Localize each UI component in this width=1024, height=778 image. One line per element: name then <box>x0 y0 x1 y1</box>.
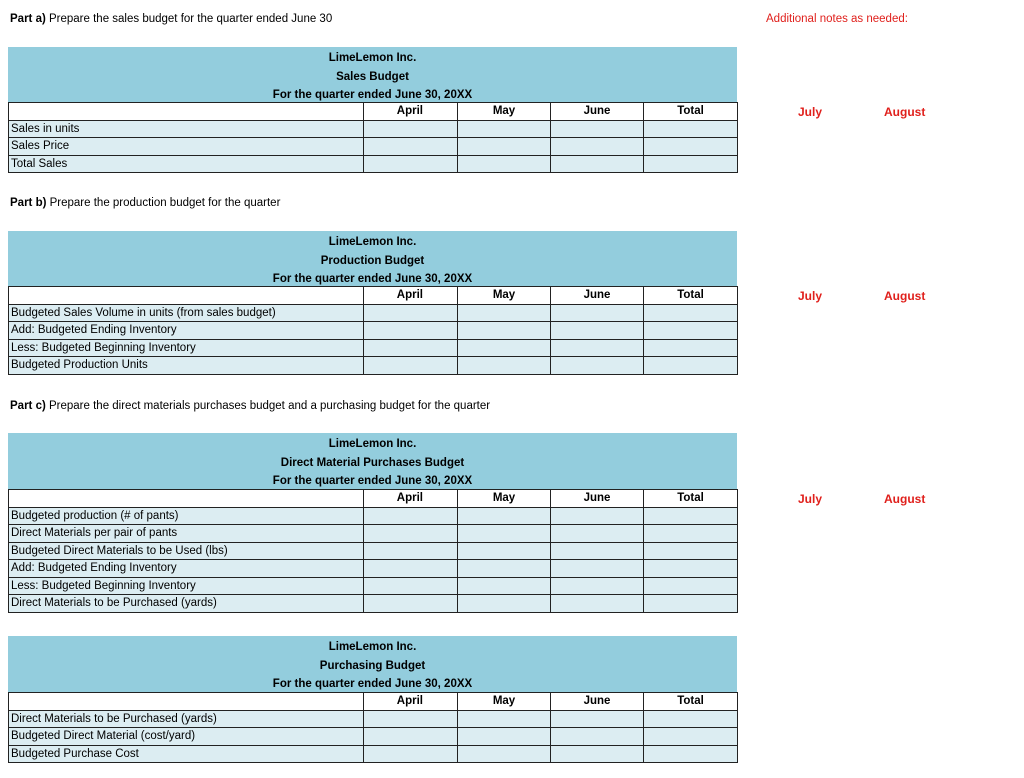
cell-may[interactable] <box>458 138 551 156</box>
cell-total[interactable] <box>644 577 738 595</box>
row-label: Budgeted Direct Material (cost/yard) <box>9 728 364 746</box>
column-header-row <box>9 693 738 711</box>
col-may: May <box>458 693 551 711</box>
cell-april[interactable] <box>364 322 458 340</box>
col-april: April <box>364 103 458 121</box>
cell-total[interactable] <box>644 525 738 543</box>
blank-header-cell <box>9 490 364 508</box>
cell-total[interactable] <box>644 745 738 763</box>
cell-april[interactable] <box>364 577 458 595</box>
side-july: July <box>798 492 823 506</box>
part-c-heading <box>10 400 490 412</box>
part-a-text: Prepare the sales budget for the quarter ended June 30 <box>45 13 333 25</box>
dm-purchases-budget-header <box>8 433 737 489</box>
row-label: Budgeted Direct Materials to be Used (lbs) <box>9 542 364 560</box>
part-a-heading <box>10 13 332 25</box>
table-row <box>9 304 738 322</box>
cell-may[interactable] <box>458 120 551 138</box>
blank-header-cell <box>9 103 364 121</box>
col-june: June <box>551 103 644 121</box>
table-row <box>9 542 738 560</box>
col-june: June <box>551 287 644 305</box>
cell-total[interactable] <box>644 560 738 578</box>
col-may: May <box>458 103 551 121</box>
cell-total[interactable] <box>644 138 738 156</box>
table-row <box>9 322 738 340</box>
column-header-row <box>9 287 738 305</box>
col-june: June <box>551 693 644 711</box>
cell-april[interactable] <box>364 560 458 578</box>
cell-april[interactable] <box>364 507 458 525</box>
table-row <box>9 507 738 525</box>
table-row <box>9 339 738 357</box>
row-label: Budgeted production (# of pants) <box>9 507 364 525</box>
cell-may[interactable] <box>458 357 551 375</box>
cell-april[interactable] <box>364 304 458 322</box>
col-june: June <box>551 490 644 508</box>
table-row <box>9 745 738 763</box>
cell-april[interactable] <box>364 710 458 728</box>
cell-may[interactable] <box>458 507 551 525</box>
cell-april[interactable] <box>364 138 458 156</box>
blank-header-cell <box>9 693 364 711</box>
cell-may[interactable] <box>458 304 551 322</box>
part-b-prefix: Part b) <box>10 197 47 209</box>
cell-may[interactable] <box>458 577 551 595</box>
cell-april[interactable] <box>364 120 458 138</box>
dm-purchases-budget-period: For the quarter ended June 30, 20XX <box>272 475 473 487</box>
col-total: Total <box>644 287 738 305</box>
col-april: April <box>364 490 458 508</box>
row-label: Less: Budgeted Beginning Inventory <box>9 577 364 595</box>
cell-june[interactable] <box>551 710 644 728</box>
cell-june[interactable] <box>551 120 644 138</box>
cell-june[interactable] <box>551 542 644 560</box>
row-label: Budgeted Purchase Cost <box>9 745 364 763</box>
side-august: August <box>884 105 926 119</box>
table-row <box>9 595 738 613</box>
cell-total[interactable] <box>644 542 738 560</box>
cell-april[interactable] <box>364 728 458 746</box>
cell-june[interactable] <box>551 560 644 578</box>
part-a-prefix: Part a) <box>10 13 46 25</box>
sales-budget-title: Sales Budget <box>336 70 409 83</box>
row-label: Sales Price <box>9 138 364 156</box>
dm-purchases-budget-table <box>8 489 738 613</box>
row-label: Direct Materials to be Purchased (yards) <box>9 595 364 613</box>
column-header-row <box>9 490 738 508</box>
row-label: Add: Budgeted Ending Inventory <box>9 560 364 578</box>
row-label: Budgeted Sales Volume in units (from sales budget) <box>9 304 364 322</box>
row-label: Less: Budgeted Beginning Inventory <box>9 339 364 357</box>
cell-june[interactable] <box>551 507 644 525</box>
cell-april[interactable] <box>364 155 458 173</box>
row-label: Total Sales <box>9 155 364 173</box>
cell-april[interactable] <box>364 542 458 560</box>
col-total: Total <box>644 490 738 508</box>
production-budget-title: Production Budget <box>320 254 425 267</box>
table-row <box>9 155 738 173</box>
cell-april[interactable] <box>364 745 458 763</box>
production-company-name: LimeLemon Inc. <box>328 236 417 248</box>
part-c-text: Prepare the direct materials purchases budget and a purchasing budget for the quarter <box>45 400 491 412</box>
col-april: April <box>364 287 458 305</box>
cell-april[interactable] <box>364 357 458 375</box>
table-row <box>9 577 738 595</box>
col-total: Total <box>644 693 738 711</box>
purchasing-budget-header <box>8 636 737 692</box>
cell-june[interactable] <box>551 595 644 613</box>
purchasing-company-name: LimeLemon Inc. <box>328 641 417 653</box>
row-label: Budgeted Production Units <box>9 357 364 375</box>
table-row <box>9 357 738 375</box>
cell-april[interactable] <box>364 595 458 613</box>
col-total: Total <box>644 103 738 121</box>
side-july: July <box>798 289 823 303</box>
cell-june[interactable] <box>551 357 644 375</box>
cell-may[interactable] <box>458 322 551 340</box>
cell-may[interactable] <box>458 339 551 357</box>
table-row <box>9 728 738 746</box>
table-row <box>9 525 738 543</box>
cell-june[interactable] <box>551 728 644 746</box>
side-august: August <box>884 492 926 506</box>
cell-may[interactable] <box>458 560 551 578</box>
row-label: Add: Budgeted Ending Inventory <box>9 322 364 340</box>
cell-june[interactable] <box>551 155 644 173</box>
cell-june[interactable] <box>551 322 644 340</box>
col-may: May <box>458 490 551 508</box>
cell-total[interactable] <box>644 322 738 340</box>
cell-total[interactable] <box>644 339 738 357</box>
col-may: May <box>458 287 551 305</box>
cell-total[interactable] <box>644 120 738 138</box>
dm-company-name: LimeLemon Inc. <box>328 438 417 450</box>
cell-may[interactable] <box>458 542 551 560</box>
cell-june[interactable] <box>551 304 644 322</box>
row-label: Sales in units <box>9 120 364 138</box>
cell-april[interactable] <box>364 339 458 357</box>
production-budget-header <box>8 231 737 286</box>
cell-total[interactable] <box>644 595 738 613</box>
dm-purchases-budget-title: Direct Material Purchases Budget <box>280 456 465 469</box>
sales-budget-period: For the quarter ended June 30, 20XX <box>272 89 473 101</box>
column-header-row <box>9 103 738 121</box>
part-b-heading <box>10 197 280 209</box>
cell-may[interactable] <box>458 595 551 613</box>
purchasing-budget-period: For the quarter ended June 30, 20XX <box>272 678 473 690</box>
cell-april[interactable] <box>364 525 458 543</box>
table-row <box>9 710 738 728</box>
cell-june[interactable] <box>551 745 644 763</box>
production-budget-table <box>8 286 738 375</box>
table-row <box>9 120 738 138</box>
row-label: Direct Materials to be Purchased (yards) <box>9 710 364 728</box>
table-row <box>9 560 738 578</box>
sales-budget-header <box>8 47 737 102</box>
cell-total[interactable] <box>644 357 738 375</box>
part-b-text: Prepare the production budget for the quarter <box>46 197 281 209</box>
cell-may[interactable] <box>458 710 551 728</box>
cell-june[interactable] <box>551 339 644 357</box>
part-c-prefix: Part c) <box>10 400 46 412</box>
side-august: August <box>884 289 926 303</box>
cell-total[interactable] <box>644 304 738 322</box>
cell-june[interactable] <box>551 525 644 543</box>
cell-may[interactable] <box>458 745 551 763</box>
cell-may[interactable] <box>458 155 551 173</box>
cell-total[interactable] <box>644 155 738 173</box>
production-budget-period: For the quarter ended June 30, 20XX <box>272 273 473 285</box>
purchasing-budget-title: Purchasing Budget <box>319 659 426 672</box>
cell-june[interactable] <box>551 138 644 156</box>
blank-header-cell <box>9 287 364 305</box>
row-label: Direct Materials per pair of pants <box>9 525 364 543</box>
col-april: April <box>364 693 458 711</box>
purchasing-budget-table <box>8 692 738 763</box>
additional-notes-label: Additional notes as needed: <box>766 13 908 25</box>
sales-company-name: LimeLemon Inc. <box>328 52 417 64</box>
table-row <box>9 138 738 156</box>
side-july: July <box>798 105 823 119</box>
sales-budget-table <box>8 102 738 173</box>
cell-total[interactable] <box>644 728 738 746</box>
cell-total[interactable] <box>644 507 738 525</box>
cell-june[interactable] <box>551 577 644 595</box>
cell-total[interactable] <box>644 710 738 728</box>
cell-may[interactable] <box>458 728 551 746</box>
cell-may[interactable] <box>458 525 551 543</box>
